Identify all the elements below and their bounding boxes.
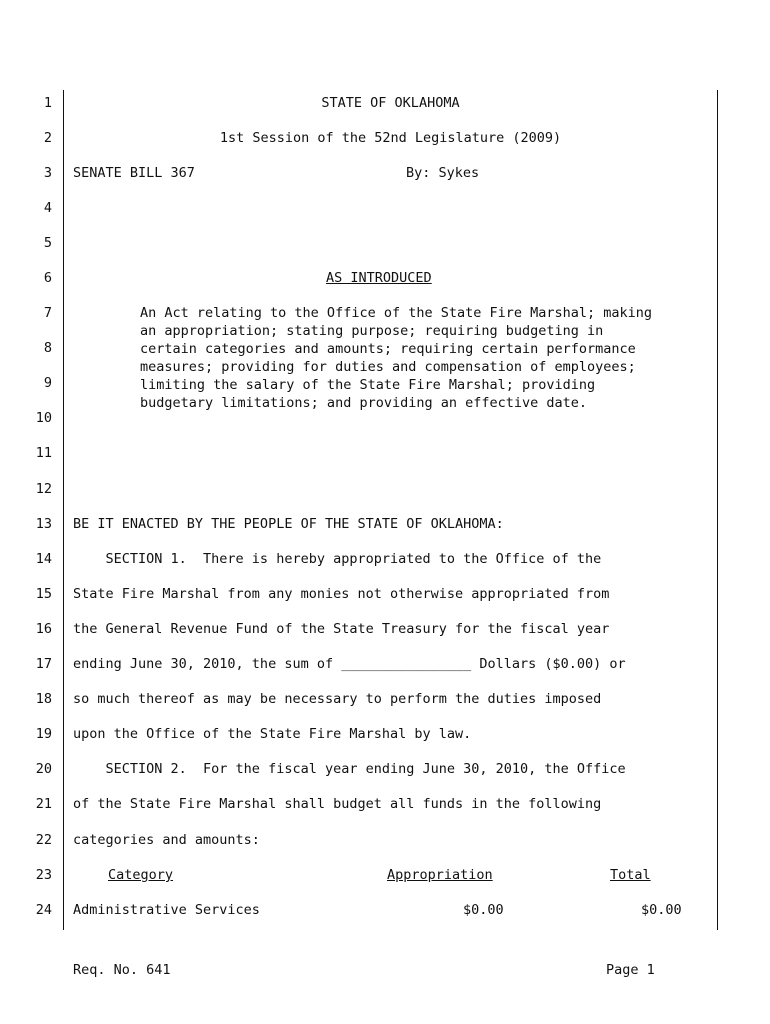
left-margin-rule (63, 90, 64, 930)
body-line: categories and amounts: (73, 832, 260, 848)
bill-author: By: Sykes (406, 165, 480, 181)
body-line: upon the Office of the State Fire Marshal by law. (73, 726, 472, 742)
page-number: Page 1 (606, 962, 655, 978)
right-margin-rule (717, 90, 718, 930)
request-number: Req. No. 641 (73, 962, 171, 978)
introduced-text: AS INTRODUCED (326, 270, 432, 286)
line-number: 22 (35, 832, 52, 848)
line-number: 16 (35, 621, 52, 637)
line-number: 14 (35, 551, 52, 567)
line-number: 5 (43, 235, 52, 251)
bill-number: SENATE BILL 367 (73, 165, 195, 181)
appropriation-header-text: Appropriation (387, 867, 493, 883)
total-header-text: Total (610, 867, 651, 883)
body-line: so much thereof as may be necessary to perform the duties imposed (73, 691, 602, 707)
enacting-clause: BE IT ENACTED BY THE PEOPLE OF THE STATE OF OKLAHOMA: (73, 516, 504, 532)
line-number: 2 (43, 130, 52, 146)
state-heading: STATE OF OKLAHOMA (321, 95, 460, 111)
body-line: of the State Fire Marshal shall budget all funds in the following (73, 796, 602, 812)
line-number: 17 (35, 656, 52, 672)
line-number: 19 (35, 726, 52, 742)
line-number: 1 (43, 95, 52, 111)
line-number: 20 (35, 761, 52, 777)
line-number: 23 (35, 867, 52, 883)
table-cell-total: $0.00 (641, 902, 682, 918)
line-number: 12 (35, 481, 52, 497)
body-line: State Fire Marshal from any monies not otherwise appropriated from (73, 586, 610, 602)
line-number: 21 (35, 796, 52, 812)
introduced-label (326, 270, 432, 286)
table-cell-appropriation: $0.00 (463, 902, 504, 918)
line-number: 13 (35, 516, 52, 532)
line-number: 8 (43, 340, 52, 356)
session-heading: 1st Session of the 52nd Legislature (2009) (219, 130, 562, 146)
line-number: 24 (35, 902, 52, 918)
line-number: 7 (43, 305, 52, 321)
table-header-category (108, 867, 173, 883)
line-number: 11 (35, 445, 52, 461)
body-line: ending June 30, 2010, the sum of ________________ Dollars ($0.00) or (73, 656, 626, 672)
body-line: SECTION 2. For the fiscal year ending June 30, 2010, the Office (73, 761, 626, 777)
line-number: 18 (35, 691, 52, 707)
act-title: An Act relating to the Office of the State Fire Marshal; making an appropriation; stating purpose; requiring budgeting in certain categories and amounts; requiring certain performance measures; providing for duties and compensation of employees; limiting the salary of the State Fire Marshal; providing budgetary limitations; and providing an effective date. (140, 305, 653, 411)
table-cell-category: Administrative Services (73, 902, 260, 918)
table-header-total (610, 867, 651, 883)
table-header-appropriation (387, 867, 493, 883)
category-header-text: Category (108, 867, 174, 883)
line-number: 6 (43, 270, 52, 286)
body-line: the General Revenue Fund of the State Treasury for the fiscal year (73, 621, 610, 637)
line-number: 15 (35, 586, 52, 602)
line-number: 4 (43, 200, 52, 216)
line-number: 9 (43, 375, 52, 391)
line-number: 10 (35, 410, 52, 426)
line-number: 3 (43, 165, 52, 181)
body-line: SECTION 1. There is hereby appropriated to the Office of the (73, 551, 602, 567)
